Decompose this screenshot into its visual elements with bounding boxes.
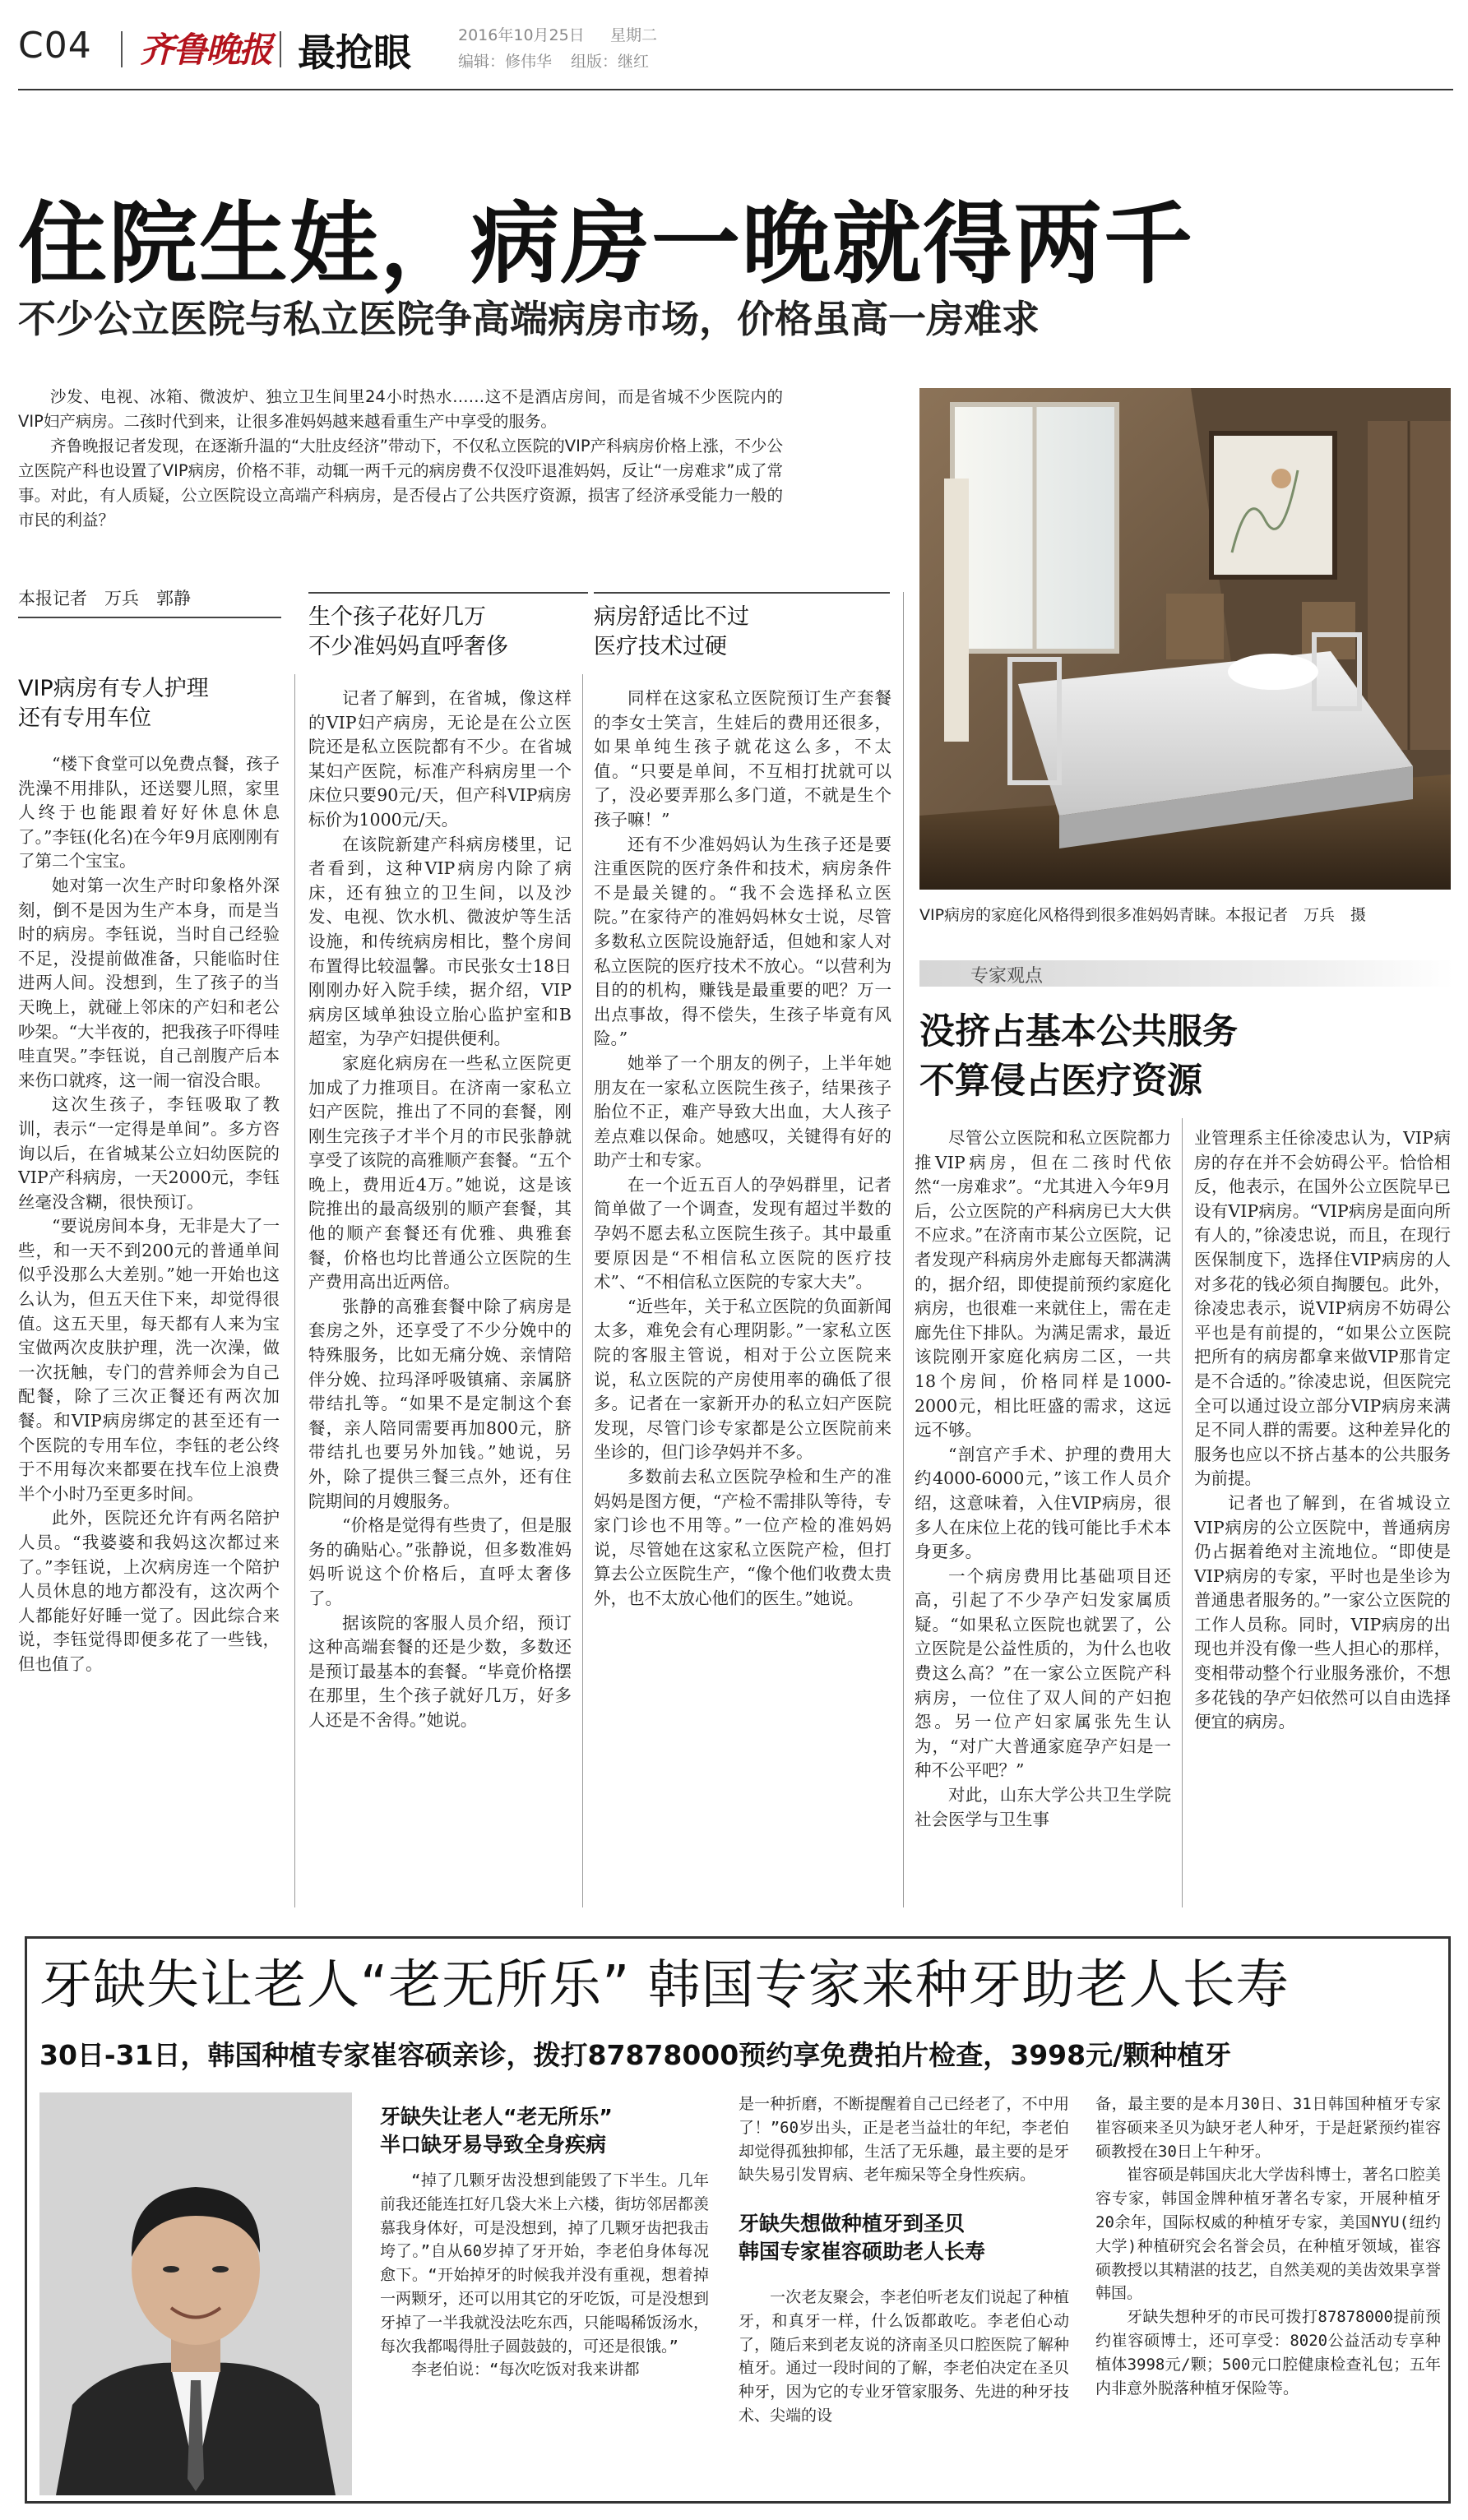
body-paragraph: “要说房间本身，无非是大了一些，和一天不到200元的普通单间似乎没那么大差别。”她一开始也这么认为，但五天住下来，却觉得很值。这五天里，每天都有人来为宝宝做两次皮肤护理，洗一次澡，做一次抚触，专门的营养师会为自己配餐，除了三次正餐还有两次加餐。和VIP病房绑定的甚至还有一个医院的专用车位，李钰的老公终于不用每次来都要在找车位上浪费半个小时乃至更多时间。 (18, 1216, 280, 1504)
body-paragraph: 在一个近五百人的孕妈群里，记者简单做了一个调查，发现有超过半数的孕妈不愿去私立医院生孩子。其中最重要原因是“不相信私立医院的医疗技术”、“不相信私立医院的专家大夫”。 (594, 1174, 891, 1292)
ad-paragraph: 是一种折磨，不断提醒着自己已经老了，不中用了！”60岁出头，正是老当益壮的年纪，李老伯却觉得孤独抑郁，生活了无乐趣，最主要的是牙缺失易引发胃病、老年痴呆等全身性疾病。 (739, 2095, 1069, 2185)
column-rule (18, 617, 281, 618)
header-divider (280, 31, 281, 67)
body-paragraph: “楼下食堂可以免费点餐，孩子洗澡不用排队，还送婴儿照，家里人终于也能跟着好好休息休息了。”李钰(化名)在今年9月底刚刚有了第二个宝宝。 (18, 754, 280, 872)
layout-credit: 组版：继红 (571, 53, 650, 71)
body-paragraph: 尽管公立医院和私立医院都力推VIP病房，但在二孩时代依然“一房难求”。“尤其进入今年9月后，公立医院的产科病房已大大供不应求。”在济南市某公立医院，记者发现产科病房外走廊每天都满满的，据介绍，即使提前预约家庭化病房，也很难一来就住上，需在走廊先住下排队。为满足需求，最近该院刚开家庭化病房二区，一共18个房间，价格同样是1000-2000元，相比旺盛的需求，这远远不够。 (915, 1128, 1171, 1440)
body-paragraph: 对此，山东大学公共卫生学院社会医学与卫生事 (915, 1785, 1171, 1829)
ad-subheadline: 30日-31日，韩国种植专家崔容硕亲诊，拨打87878000预约享免费拍片检查，3998元/颗种植牙 (39, 2039, 1232, 2071)
editor-credit: 编辑：修伟华 (458, 53, 553, 71)
body-paragraph: 还有不少准妈妈认为生孩子还是要注重医院的医疗条件和技术，病房条件不是最关键的。“我不会选择私立医院。”在家待产的准妈妈林女士说，尽管多数私立医院设施舒适，但她和家人对私立医院的医疗技术不放心。“以营利为目的的机构，赚钱是最重要的吧？万一出点事故，得不偿失，生孩子毕竟有风险。” (594, 834, 891, 1049)
ad-column-2 (739, 2092, 1069, 2199)
article-lead (18, 385, 783, 533)
column-rule (308, 592, 588, 594)
body-paragraph: 这次生孩子，李钰吸取了教训，表示“一定得是单间”。多方咨询以后，在省城某公立妇幼医院的VIP产科病房，一天2000元，李钰丝毫没含糊，很快预订。 (18, 1094, 280, 1212)
doctor-portrait (39, 2092, 352, 2495)
body-paragraph: 她举了一个朋友的例子，上半年她朋友在一家私立医院生孩子，结果孩子胎位不正，难产导致大出血，大人孩子差点难以保命。她感叹，关键得有好的助产士和专家。 (594, 1052, 891, 1171)
lead-paragraph: 齐鲁晚报记者发现，在逐渐升温的“大肚皮经济”带动下，不仅私立医院的VIP产科病房价格上涨，不少公立医院产科也设置了VIP病房，价格不菲，动辄一两千元的病房费不仅没吓退准妈妈，反让“一房难求”成了常事。对此，有人质疑，公立医院设立高端产科病房，是否侵占了公共医疗资源，损害了经济承受能力一般的市民的利益？ (18, 437, 783, 529)
ad-paragraph: 李老伯说：“每次吃饭对我来讲都 (411, 2360, 640, 2379)
ad-section-heading: 牙缺失想做种植牙到圣贝 韩国专家崔容硕助老人长寿 (739, 2212, 986, 2263)
article-headline: 住院生娃，病房一晚就得两千 (18, 193, 1195, 296)
body-paragraph: “剖宫产手术、护理的费用大约4000-6000元，”该工作人员介绍，这意味着，入住VIP病房，很多人在床位上花的钱可能比手术本身更多。 (915, 1444, 1171, 1562)
header-divider (121, 31, 123, 67)
column-divider (294, 674, 295, 1907)
column-title: 最抢眼 (298, 30, 411, 75)
body-paragraph: 家庭化病房在一些私立医院更加成了力推项目。在济南一家私立妇产医院，推出了不同的套餐，刚刚生完孩子才半个月的市民张静就享受了该院的高雅顺产套餐。“五个晚上，费用近4万。”她说，这是该院推出的最高级别的顺产套餐，其他的顺产套餐还有优雅、典雅套餐，价格也均比普通公立医院的生产费用高出近两倍。 (308, 1052, 572, 1292)
ad-paragraph: 备，最主要的是本月30日、31日韩国种植牙专家崔容硕来圣贝为缺牙老人种牙，于是赶紧预约崔容硕教授在30日上午种牙。 (1095, 2095, 1441, 2161)
body-paragraph: 多数前去私立医院孕检和生产的准妈妈是图方便，“产检不需排队等待，专家门诊也不用等。”一位产检的准妈妈说，尽管她在这家私立医院产检，但打算去公立医院生产，“像个他们收费太贵外，也不太放心他们的医生。”她说。 (594, 1467, 891, 1608)
body-paragraph: 此外，医院还允许有两名陪护人员。“我婆婆和我妈这次都过来了。”李钰说，上次病房连一个陪护人员休息的地方都没有，这次两个人都能好好睡一觉了。因此综合来说，李钰觉得即便多花了一些钱，但也值了。 (18, 1508, 280, 1674)
body-paragraph: “价格是觉得有些贵了，但是服务的确贴心。”张静说，但多数准妈妈听说这个价格后，直呼太奢侈了。 (308, 1515, 572, 1608)
page-header (18, 20, 1453, 84)
ad-column-3 (1095, 2092, 1441, 2495)
ad-section-heading: 牙缺失让老人“老无所乐” 半口缺牙易导致全身疾病 (380, 2105, 613, 2157)
body-paragraph: 她对第一次生产时印象格外深刻，倒不是因为生产本身，而是当时的病房。李钰说，当时自己经验不足，没提前做准备，只能临时住进两人间。没想到，生了孩子的当天晚上，就碰上邻床的产妇和老公吵架。“大半夜的，把我孩子吓得哇哇直哭。”李钰说，自己剖腹产后本来伤口就疼，这一闹一宿没合眼。 (18, 875, 280, 1090)
photo-caption: VIP病房的家庭化风格得到很多准妈妈青睐。本报记者 万兵 摄 (919, 906, 1367, 924)
body-paragraph: 同样在这家私立医院预订生产套餐的李女士笑言，生娃后的费用还很多，如果单纯生孩子就花这么多，不太值。“只要是单间，不互相打扰就可以了，没必要弄那么多门道，不就是生个孩子嘛！” (594, 688, 891, 830)
body-paragraph: 张静的高雅套餐中除了病房是套房之外，还享受了不少分娩中的特殊服务，比如无痛分娩、亲情陪伴分娩、拉玛泽呼吸镇痛、亲属脐带结扎等。“如果不是定制这个套餐，亲人陪同需要再加800元，脐带结扎也要另外加钱。”她说，另外，除了提供三餐三点外，还有住院期间的月嫂服务。 (308, 1296, 572, 1511)
article-subheadline: 不少公立医院与私立医院争高端病房市场，价格虽高一房难求 (18, 297, 1040, 341)
body-paragraph: “近些年，关于私立医院的负面新闻太多，难免会有心理阴影。”一家私立医院的客服主管说，相对于公立医院来说，私立医院的产房使用率的确低了很多。记者在一家新开办的私立妇产医院发现，尽管门诊专家都是公立医院前来坐诊的，但门诊孕妈并不多。 (594, 1296, 891, 1463)
ad-column-2b (739, 2286, 1069, 2495)
article-byline: 本报记者 万兵 郭静 (18, 589, 191, 608)
ad-headline: 牙缺失让老人“老无所乐” 韩国专家来种牙助老人长寿 (39, 1955, 1290, 2016)
section-heading: VIP病房有专人护理 还有专用车位 (18, 676, 209, 731)
article-column-2 (308, 687, 572, 1899)
ad-paragraph: 崔容硕是韩国庆北大学齿科博士，著名口腔美容专家，韩国金牌种植牙著名专家，开展种植牙20余年，国际权威的种植牙专家，美国NYU(纽约大学)种植研究会名誉会员，在种植牙领域，崔容硕教授以其精湛的技艺，自然美观的美齿效果享誉韩国。 (1095, 2166, 1441, 2303)
body-paragraph: 记者也了解到，在省城设立VIP病房的公立医院中，普通病房仍占据着绝对主流地位。“即使是VIP病房的专家，平时也是坐诊为普通患者服务的。”一家公立医院的工作人员称。同时，VIP病房的出现也并没有像一些人担心的那样，变相带动整个行业服务涨价，不想多花钱的孕产妇依然可以自由选择便宜的病房。 (1194, 1492, 1451, 1732)
ad-paragraph: 一次老友聚会，李老伯听老友们说起了种植牙，和真牙一样，什么饭都敢吃。李老伯心动了，随后来到老友说的济南圣贝口腔医院了解种植牙。通过一段时间的了解，李老伯决定在圣贝种牙，因为它的专业牙管家服务、先进的种牙技术、尖端的设 (739, 2288, 1069, 2425)
article-column-3 (594, 687, 891, 1899)
doctor-portrait-illustration (39, 2092, 352, 2495)
body-paragraph: 据该院的客服人员介绍，预订这种高端套餐的还是少数，多数还是预订最基本的套餐。“毕竟价格摆在那里，生个孩子就好几万，好多人还是不舍得。”她说。 (308, 1612, 572, 1730)
body-paragraph: 一个病房费用比基础项目还高，引起了不少孕产妇发家属质疑。“如果私立医院也就罢了，公立医院是公益性质的，为什么也收费这么高？”在一家公立医院产科病房，一位住了双人间的产妇抱怨。另一位产妇家属张先生认为，“对广大普通家庭孕产妇是一种不公平吧？” (915, 1565, 1171, 1781)
body-paragraph: 业管理系主任徐凌忠认为，VIP病房的存在并不会妨碍公平。恰恰相反，他表示，在国外公立医院早已设有VIP病房。“VIP病房是面向所有人的，”徐凌忠说，而且，在现行医保制度下，选择住VIP病房的人对多花的钱必须自掏腰包。此外，徐凌忠表示，说VIP病房不妨碍公平也是有前提的，“如果公立医院把所有的病房都拿来做VIP那肯定是不合适的。”徐凌忠说，但医院完全可以通过设立部分VIP病房来满足不同人群的需要。这种差异化的服务也应以不挤占基本的公共服务为前提。 (1194, 1128, 1451, 1489)
expert-view-label: 专家观点 (970, 966, 1044, 987)
section-heading: 生个孩子花好几万 不少准妈妈直呼奢侈 (308, 604, 508, 659)
body-paragraph: 记者了解到，在省城，像这样的VIP妇产病房，无论是在公立医院还是私立医院都有不少。在省城某妇产医院，标准产科病房里一个床位只要90元/天，但产科VIP病房标价为1000元/天。 (308, 688, 572, 830)
column-divider (903, 592, 904, 1907)
newspaper-logo: 齐鲁晚报 (140, 30, 272, 70)
column-divider (1182, 1118, 1183, 1907)
issue-weekday: 星期二 (610, 26, 658, 44)
expert-column-1 (915, 1126, 1171, 1899)
expert-column-2 (1194, 1126, 1451, 1899)
header-rule (18, 89, 1453, 90)
hospital-room-photo (919, 388, 1451, 890)
lead-paragraph: 沙发、电视、冰箱、微波炉、独立卫生间里24小时热水……这不是酒店房间，而是省城不少医院内的VIP妇产病房。二孩时代到来，让很多准妈妈越来越看重生产中享受的服务。 (18, 387, 783, 431)
column-divider (582, 674, 583, 1907)
vip-ward-illustration (919, 388, 1451, 890)
body-paragraph: 在该院新建产科病房楼里，记者看到，这种VIP病房内除了病床，还有独立的卫生间，以及沙发、电视、饮水机、微波炉等生活设施，和传统病房相比，整个房间布置得比较温馨。市民张女士18日刚刚办好入院手续，据介绍，VIP病房区域单独设立胎心监护室和B超室，为孕产妇提供便利。 (308, 834, 572, 1049)
page-number: C04 (18, 25, 92, 67)
section-heading: 病房舒适比不过 医疗技术过硬 (594, 604, 749, 659)
ad-paragraph: 牙缺失想种牙的市民可拨打87878000提前预约崔容硕博士，还可享受：8020公益活动专享种植体3998元/颗；500元口腔健康检查礼包；五年内非意外脱落种植牙保险等。 (1095, 2308, 1441, 2397)
article-column-1 (18, 752, 280, 1899)
expert-view-tag (919, 960, 1454, 987)
column-rule (594, 592, 890, 594)
ad-column-1 (380, 2169, 709, 2498)
issue-date: 2016年10月25日 (458, 26, 585, 44)
ad-paragraph: “掉了几颗牙齿没想到能毁了下半生。几年前我还能连扛好几袋大米上六楼，街坊邻居都羡慕我身体好，可是没想到，掉了几颗牙齿把我击垮了。”自从60岁掉了牙开始，李老伯身体每况愈下。“开始掉牙的时候我并没有重视，想着掉一两颗牙，还可以用其它的牙吃饭，可是没想到牙掉了一半我就没法吃东西，只能喝稀饭汤水，每次我都喝得肚子圆鼓鼓的，可还是很饿。” (380, 2171, 709, 2356)
expert-headline: 没挤占基本公共服务 不算侵占医疗资源 (919, 1011, 1238, 1102)
